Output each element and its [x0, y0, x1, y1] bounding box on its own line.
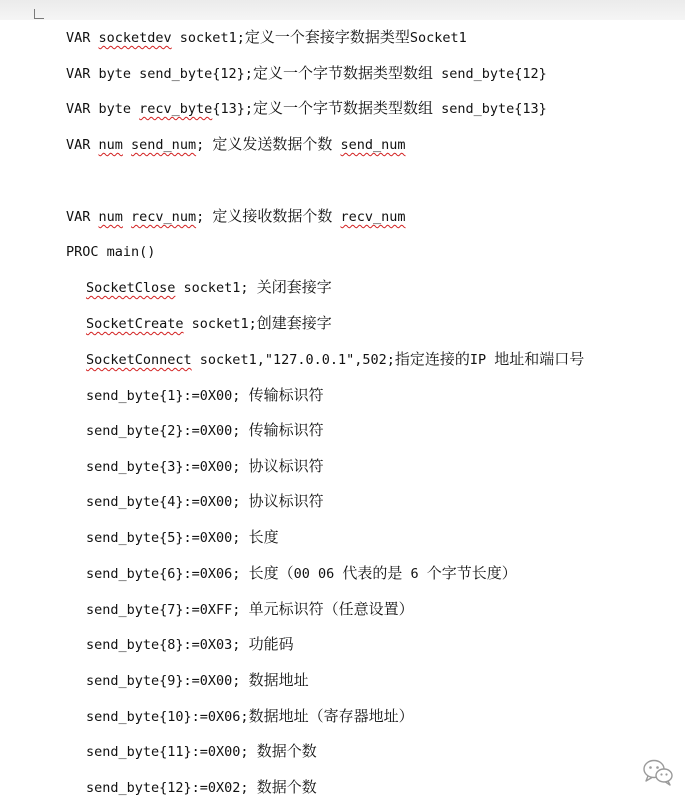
code-line-send-byte-9: [86, 668, 309, 692]
code-comment: 单元标识符（任意设置）: [248, 600, 414, 618]
spellcheck-flagged-word: num: [98, 137, 123, 153]
code-line-socket-create: [86, 311, 332, 335]
code-line-send-byte-6: [86, 561, 517, 585]
code-comment: 数据地址: [248, 671, 309, 689]
code-text: send_byte{9}:=0X00;: [86, 673, 249, 689]
code-text: send_byte{10}:=0X06;: [86, 709, 249, 725]
spellcheck-flagged-word: recv_num: [131, 209, 197, 225]
code-text: send_byte{11}:=0X00;: [86, 744, 257, 760]
code-line-var-send-byte: [66, 61, 547, 85]
code-comment: 定义一个字节数据类型数组: [252, 99, 433, 117]
code-comment: 协议标识符: [248, 457, 324, 475]
code-line-send-byte-12: [86, 775, 317, 799]
code-comment: 长度（: [248, 564, 294, 582]
code-comment: 定义一个套接字数据类型: [244, 28, 410, 46]
code-line-send-byte-2: [86, 418, 324, 442]
code-text: ;: [196, 137, 213, 153]
code-line-send-byte-3: [86, 454, 324, 478]
code-comment: 数据个数: [256, 742, 317, 760]
code-line-send-byte-4: [86, 489, 324, 513]
code-comment: 数据地址（寄存器地址）: [248, 707, 414, 725]
code-line-send-byte-1: [86, 383, 324, 407]
code-comment: 代表的是: [342, 564, 403, 582]
code-text: 00 06: [293, 566, 343, 582]
document-top-band: [0, 0, 685, 20]
code-comment: 长度: [248, 528, 279, 546]
spellcheck-flagged-word: SocketClose: [86, 280, 176, 296]
spellcheck-flagged-word: SocketCreate: [86, 316, 184, 332]
code-text: [332, 209, 340, 225]
code-text: [332, 137, 340, 153]
code-line-send-byte-10: [86, 704, 414, 728]
code-comment: 协议标识符: [248, 492, 324, 510]
code-text: send_byte{2}:=0X00;: [86, 423, 249, 439]
code-text: socket1;: [183, 316, 257, 332]
spellcheck-flagged-word: socketdev: [98, 30, 172, 46]
code-text: send_byte{7}:=0XFF;: [86, 602, 249, 618]
code-text: Socket1: [409, 30, 467, 46]
code-document: [0, 20, 685, 807]
code-text: send_byte{12}: [432, 66, 547, 82]
code-comment: 数据个数: [256, 778, 317, 796]
code-text: socket1;: [171, 30, 245, 46]
code-text: socket1,"127.0.0.1",502;: [191, 352, 395, 368]
code-comment: 传输标识符: [248, 421, 324, 439]
code-text: send_byte{13}: [432, 101, 547, 117]
spellcheck-flagged-word: num: [98, 209, 123, 225]
code-comment: 创建套接字: [256, 314, 332, 332]
code-text: send_byte{12}:=0X02;: [86, 780, 257, 796]
code-text: send_byte{4}:=0X00;: [86, 494, 249, 510]
spellcheck-flagged-word: send_num: [340, 137, 406, 153]
code-line-var-send-num: [66, 132, 406, 156]
code-text: send_byte{5}:=0X00;: [86, 530, 249, 546]
code-comment: 传输标识符: [248, 386, 324, 404]
code-text: send_byte{6}:=0X06;: [86, 566, 249, 582]
code-line-send-byte-8: [86, 632, 294, 656]
code-line-proc-main: [66, 240, 155, 264]
code-text: IP: [469, 352, 495, 368]
code-text: {13};: [212, 101, 253, 117]
code-text: ;: [196, 209, 213, 225]
code-line-send-byte-7: [86, 597, 414, 621]
code-text: VAR: [66, 30, 99, 46]
code-comment: 定义发送数据个数: [212, 135, 333, 153]
code-text: VAR: [66, 137, 99, 153]
code-line-socket-close: [86, 275, 332, 299]
spellcheck-flagged-word: send_num: [131, 137, 197, 153]
code-line-send-byte-11: [86, 739, 317, 763]
code-line-var-socket: [66, 25, 467, 49]
wechat-icon: [641, 757, 675, 787]
code-text: send_byte{1}:=0X00;: [86, 388, 249, 404]
code-text: 6: [402, 566, 427, 582]
corner-margin-mark: [34, 9, 44, 19]
code-text: socket1;: [175, 280, 257, 296]
code-line-var-recv-num: [66, 204, 406, 228]
code-comment: 指定连接的: [394, 350, 470, 368]
code-text: VAR byte send_byte{12};: [66, 66, 253, 82]
spellcheck-flagged-word: recv_num: [340, 209, 406, 225]
code-comment: 定义接收数据个数: [212, 207, 333, 225]
code-line-send-byte-5: [86, 525, 279, 549]
spellcheck-flagged-word: recv_byte: [139, 101, 213, 117]
code-text: [123, 137, 131, 153]
code-comment: 个字节长度）: [426, 564, 517, 582]
code-comment: 定义一个字节数据类型数组: [252, 64, 433, 82]
code-text: [123, 209, 131, 225]
code-line-var-recv-byte: [66, 96, 547, 120]
code-comment: 地址和端口号: [494, 350, 585, 368]
code-text: PROC main(): [66, 244, 156, 260]
code-text: VAR byte: [66, 101, 140, 117]
code-text: VAR: [66, 209, 99, 225]
code-comment: 功能码: [248, 635, 294, 653]
code-text: send_byte{8}:=0X03;: [86, 637, 249, 653]
code-line-socket-connect: [86, 347, 584, 371]
code-text: send_byte{3}:=0X00;: [86, 459, 249, 475]
code-comment: 关闭套接字: [256, 278, 332, 296]
spellcheck-flagged-word: SocketConnect: [86, 352, 192, 368]
